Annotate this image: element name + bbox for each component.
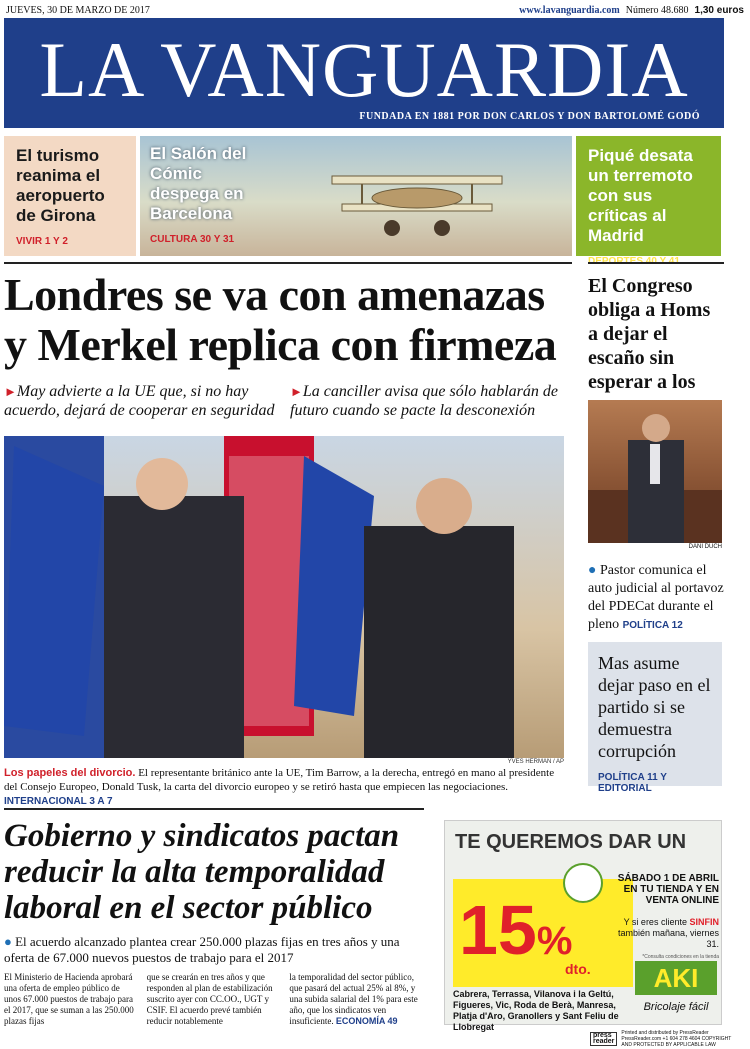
biplane-illustration [312, 146, 532, 246]
aki-advertisement[interactable] [444, 820, 722, 1032]
ad-info: SÁBADO 1 DE ABRIL EN TU TIENDA Y EN VENTA ONLINE Y si eres cliente SINFIN también mañana, viernes 31. *Consulta condiciones en la tienda [617, 873, 719, 960]
section-rule [4, 262, 572, 264]
body-column-2: que se crearán en tres años y que responden al plan de estabilización suscrito ayer con CC.OO., UGT y CSIF. El acuerdo prevé también reducir notablemente [146, 972, 273, 1026]
ad-fine-print: *Consulta condiciones en la tienda [642, 954, 719, 960]
second-headline[interactable]: Gobierno y sindicatos pactan reducir la alta temporalidad laboral en el sector público [4, 818, 400, 926]
mas-box-section: POLÍTICA 11 Y EDITORIAL [598, 772, 667, 794]
promo-tourism[interactable] [4, 136, 136, 256]
ad-date-line: SÁBADO 1 DE ABRIL EN TU TIENDA Y EN VENTA ONLINE [617, 873, 719, 906]
second-body [4, 972, 422, 1027]
caption-section-link[interactable]: INTERNACIONAL 3 A 7 [4, 796, 113, 807]
sidebar-text: ● Pastor comunica el auto judicial al portavoz del PDECat durante el pleno POLÍTICA 12 [588, 563, 724, 632]
section-rule [588, 262, 724, 264]
promo-section: CULTURA 30 Y 31 [150, 234, 235, 245]
issue-price: 1,30 euros [694, 4, 744, 16]
promo-title: Piqué desata un terremoto con sus críticas al Madrid [588, 146, 693, 245]
lead-photo-illustration [4, 436, 564, 758]
body-column-1: El Ministerio de Hacienda aprobará una oferta de empleo público de unos 67.000 puestos de trabajo para el 2017, que se suman a las 250.000 plazas fijas [4, 972, 134, 1026]
lead-caption [4, 766, 564, 809]
ad-discount-label: dto. [565, 961, 591, 977]
body-column-3: la temporalidad del sector público, que pasará del actual 25% al 8%, y una subida salarial del 1% para este año, que los sindicatos ven insuficiente. ECONOMÍA 49 [289, 972, 418, 1026]
ad-towns: Cabrera, Terrassa, Vilanova i la Geltú, Figueres, Vic, Roda de Berà, Manresa, Platja d'Aro, Granollers y Sant Feliu de Llobregat [453, 989, 619, 1032]
top-bar [6, 3, 744, 17]
masthead-tagline: FUNDADA EN 1881 POR DON CARLOS Y DON BARTOLOMÉ GODÓ [359, 111, 700, 122]
sidebar-section-link[interactable]: POLÍTICA 12 [622, 620, 683, 631]
promo-title: El Salón del Cómic despega en Barcelona [150, 144, 247, 223]
triangle-bullet-icon: ► [4, 384, 17, 399]
masthead [4, 18, 724, 128]
caption-text: El representante británico ante la UE, Tim Barrow, a la derecha, entregó en mano al presidente del Consejo Europeo, Donald Tusk, la carta del divorcio europeo y se retiró hasta que empiecen las negociaciones. [4, 767, 555, 793]
pressreader-footer [590, 1030, 740, 1048]
triangle-bullet-icon: ► [290, 384, 303, 399]
lead-headline[interactable]: Londres se va con amenazas y Merkel replica con firmeza [4, 269, 557, 370]
issue-number: Número 48.680 [625, 4, 689, 16]
site-url-link[interactable]: www.lavanguardia.com [519, 4, 620, 16]
top-bar-right [519, 5, 744, 16]
ad-seal-icon [563, 863, 603, 903]
pressreader-text: Printed and distributed by PressReader PressReader.com +1 604 278 4604 COPYRIGHT AND PROTECTED BY APPLICABLE LAW [621, 1030, 732, 1048]
sidebar-photo-credit: DANI DUCH [688, 544, 722, 550]
lead-photo-credit: YVES HERMAN / AP [507, 759, 564, 765]
promo-pique[interactable] [576, 136, 721, 256]
ad-percent: 15% [459, 891, 573, 969]
aki-logo: AKI [635, 961, 717, 995]
ad-client-brand: SINFIN [689, 917, 719, 927]
sidebar-headline[interactable]: El Congreso obliga a Homs a dejar el escaño sin esperar a los [588, 275, 711, 393]
mas-box[interactable] [588, 642, 722, 794]
second-section-link[interactable]: ECONOMÍA 49 [335, 1016, 398, 1026]
issue-date: JUEVES, 30 DE MARZO DE 2017 [6, 4, 150, 16]
newspaper-logo: LA VANGUARDIA [39, 26, 689, 113]
section-rule [4, 808, 424, 810]
lead-photo [4, 436, 564, 758]
aki-slogan: Bricolaje fácil [643, 1001, 709, 1013]
promo-title: El turismo reanima el aeropuerto de Girona [16, 146, 105, 225]
promo-section: VIVIR 1 Y 2 [16, 236, 68, 247]
second-subhead: ● El acuerdo alcanzado plantea crear 250.000 plazas fijas en tres años y una oferta de 67.000 nuevos puestos de trabajo para el 2017 [4, 934, 400, 965]
sidebar-photo [588, 400, 722, 543]
sidebar-photo-illustration [588, 400, 722, 543]
lead-subhead-2: ►La canciller avisa que sólo hablarán de futuro cuando se pacte la desconexión [290, 383, 558, 419]
lead-subhead-1: ►May advierte a la UE que, si no hay acuerdo, dejará de cooperar en seguridad [4, 383, 275, 419]
bullet-icon: ● [4, 934, 12, 949]
caption-lead: Los papeles del divorcio. [4, 767, 136, 779]
pressreader-logo: press reader [590, 1032, 617, 1046]
mas-box-title: Mas asume dejar paso en el partido si se demuestra corrupción [598, 653, 711, 761]
promo-comic[interactable] [140, 136, 572, 256]
bullet-icon: ● [588, 563, 597, 578]
ad-headline: TE QUEREMOS DAR UN [455, 831, 687, 853]
